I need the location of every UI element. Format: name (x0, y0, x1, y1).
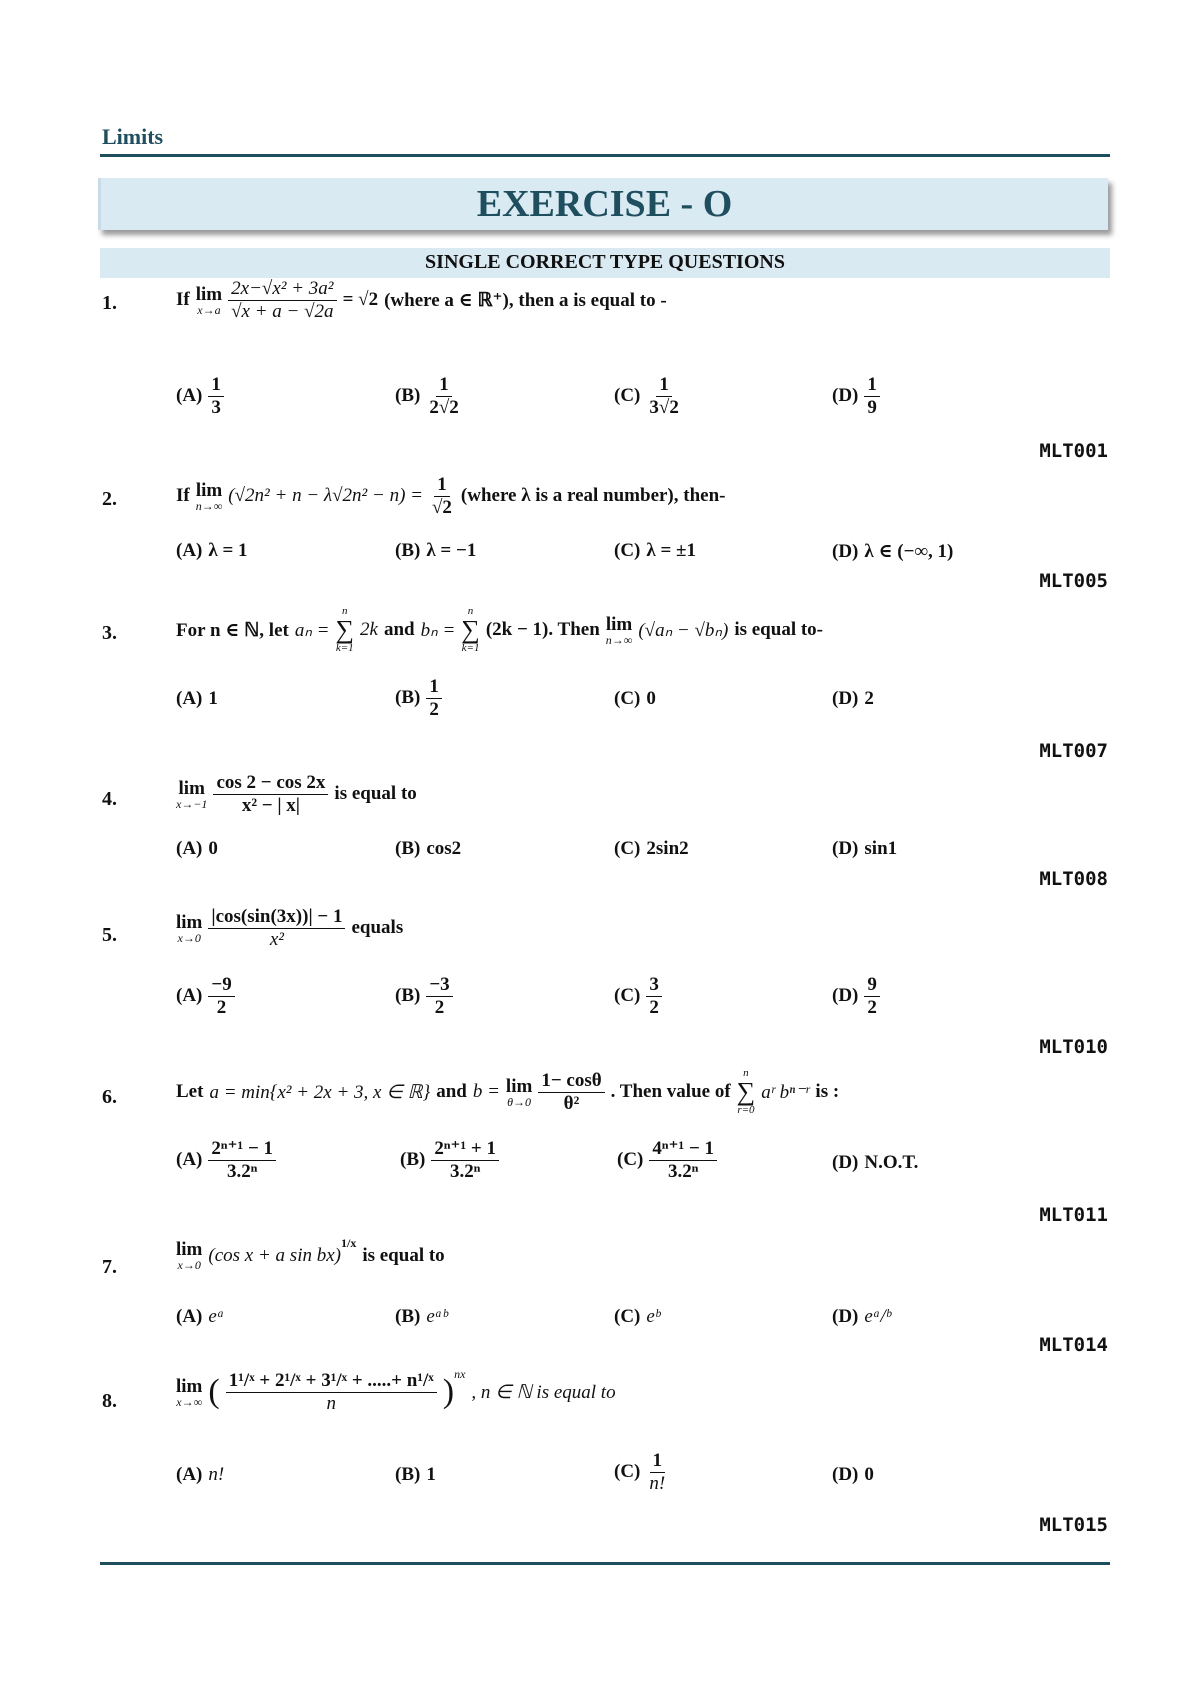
question-tail: (where a ∈ ℝ⁺), then a is equal to - (384, 289, 667, 311)
equals: = √2 (342, 289, 379, 311)
option-c: (C) $\frac{3}{2}$ (614, 974, 662, 1019)
option-a: (A) n! (176, 1464, 225, 1485)
question-text: lim x→0 $\frac{|\cos(\sin(3x))| - 1}{\text{x²}}$ equals (176, 906, 404, 950)
option-d: (D) sin1 (832, 838, 898, 859)
option-d: (D) $\frac{9}{2}$ (832, 974, 880, 1019)
sum-symbol: n ∑ k=1 (461, 605, 480, 654)
question-number: 6. (102, 1086, 117, 1108)
option-b: (B) eᵃᵇ (395, 1306, 448, 1327)
option-a: (A) 1 (176, 688, 218, 709)
limit: lim n→∞ (195, 479, 223, 513)
question-code: MLT008 (1039, 868, 1108, 890)
denominator: √x + a − √2a (231, 300, 334, 322)
option-d: (D) 2 (832, 688, 874, 709)
question-number: 8. (102, 1390, 117, 1412)
limit: lim x→0 (176, 911, 203, 945)
option-b: (B) 1 (395, 1464, 436, 1485)
option-c: (C) 0 (614, 688, 656, 709)
exponent: nx (454, 1366, 466, 1381)
question-text: For n ∈ ℕ, let aₙ = n ∑ k=1 2k and bₙ = n ∑ k=1 (2k − 1). Then lim n→∞ (√aₙ − √bₙ) is equal to- (176, 605, 824, 654)
option-b: (B) $\frac{1}{2√2}$ (395, 374, 459, 418)
option-a: (A) eᵃ (176, 1306, 225, 1327)
question-text: Let a = min{x² + 2x + 3, x ∈ ℝ} and b = lim θ→0 $\frac{1- \cos\theta}{\text{θ²}}$ . Then value of n ∑ r=0 aʳ bⁿ⁻ʳ is : (176, 1067, 840, 1116)
limit-subscript: x→a (197, 302, 221, 317)
option-a: (A) $\frac{-9}{2}$ (176, 974, 235, 1019)
limit: lim x→∞ (176, 1375, 203, 1409)
option-d: (D) 0 (832, 1464, 874, 1485)
fraction: $\frac{1}{√2}$ (431, 474, 452, 518)
question-number: 5. (102, 924, 117, 946)
expression: (√2n² + n − λ√2n² − n) = (228, 485, 423, 507)
question-text (176, 278, 667, 323)
option-b: (B) λ = −1 (395, 540, 477, 561)
question-text: If lim n→∞ (√2n² + n − λ√2n² − n) = $\frac{1}{√2}$ (where λ is a real number), then- (176, 474, 726, 518)
fraction: $\frac{\text{1¹/ˣ + 2¹/ˣ + 3¹/ˣ + .....+ n¹/ˣ}}{n}$ (226, 1370, 437, 1415)
top-rule (100, 154, 1110, 157)
option-c: (C) $\frac{1}{n!}$ (614, 1450, 666, 1494)
fraction: $\frac{1- \cos\theta}{\text{θ²}}$ (538, 1070, 604, 1115)
option-b: (B) $\frac{-3}{2}$ (395, 974, 453, 1019)
option-d: (D) eᵃ/ᵇ (832, 1306, 891, 1327)
option-d: (D) $\frac{1}{9}$ (832, 374, 880, 419)
question-code: MLT014 (1039, 1334, 1108, 1356)
option-a: (A) $\frac{\text{2ⁿ⁺¹ − 1}}{\text{3.2ⁿ}}$ (176, 1138, 276, 1183)
question-text: lim x→∞ ( $\frac{\text{1¹/ˣ + 2¹/ˣ + 3¹/ˣ + .....+ n¹/ˣ}}{n}$ ) nx , n ∈ ℕ is equal to (176, 1366, 616, 1414)
option-a: (A) λ = 1 (176, 540, 248, 561)
question-code: MLT011 (1039, 1204, 1108, 1226)
question-code: MLT015 (1039, 1514, 1108, 1536)
section-subtitle: SINGLE CORRECT TYPE QUESTIONS (425, 251, 785, 273)
option-b: (B) $\frac{\text{2ⁿ⁺¹ + 1}}{\text{3.2ⁿ}}$ (400, 1138, 499, 1183)
question-prefix: If (176, 289, 190, 311)
question-number: 2. (102, 488, 117, 510)
sum-symbol: n ∑ r=0 (736, 1067, 756, 1116)
option-a: (A) 0 (176, 838, 218, 859)
option-c: (C) $\frac{\text{4ⁿ⁺¹ − 1}}{\text{3.2ⁿ}}$ (617, 1138, 717, 1183)
limit: lim x→−1 (176, 777, 208, 811)
bottom-rule (100, 1562, 1110, 1565)
question-text: lim x→−1 $\frac{\cos 2 - \cos 2x}{\text{x² − | x|}}$ is equal to (176, 772, 417, 816)
numerator: 2x−√x² + 3a² (228, 278, 336, 301)
limit: lim x→0 (176, 1239, 203, 1272)
option-c: (C) 2sin2 (614, 838, 689, 859)
option-b: (B) $\frac{1}{2}$ (395, 676, 442, 721)
topic-heading: Limits (102, 124, 164, 149)
option-c: (C) λ = ±1 (614, 540, 696, 561)
option-c: (C) eᵇ (614, 1306, 660, 1327)
question-code: MLT010 (1039, 1036, 1108, 1058)
section-band (100, 248, 1110, 278)
sum-symbol: n ∑ k=1 (335, 605, 355, 654)
question-code: MLT001 (1039, 440, 1108, 462)
fraction: $\frac{|\cos(\sin(3x))| - 1}{\text{x²}}$ (208, 906, 345, 951)
exponent: 1/x (340, 1236, 357, 1250)
question-code: MLT007 (1039, 740, 1108, 762)
option-d: (D) N.O.T. (832, 1152, 919, 1173)
question-text: lim x→0 (cos x + a sin bx) 1/x is equal to (176, 1236, 445, 1272)
question-number: 7. (102, 1256, 117, 1278)
question-code: MLT005 (1039, 570, 1108, 592)
question-tail: (where λ is a real number), then- (460, 485, 726, 507)
question-number: 1. (102, 292, 117, 314)
option-d: (D) λ ∈ (−∞, 1) (832, 540, 954, 562)
question-number: 4. (102, 788, 117, 810)
limit: lim n→∞ (605, 613, 633, 647)
limit: lim θ→0 (505, 1075, 533, 1109)
exercise-title: EXERCISE - O (476, 183, 733, 225)
fraction: $\frac{\cos 2 - \cos 2x}{\text{x² − | x|}}$ (213, 772, 328, 817)
option-b: (B) cos2 (395, 838, 462, 859)
question-number: 3. (102, 622, 117, 644)
fraction (228, 278, 336, 323)
limit: lim x→a (195, 283, 223, 317)
option-c: (C) $\frac{1}{3√2}$ (614, 374, 679, 418)
exercise-banner (98, 178, 1108, 230)
option-a: (A) $\frac{1}{3}$ (176, 374, 224, 419)
